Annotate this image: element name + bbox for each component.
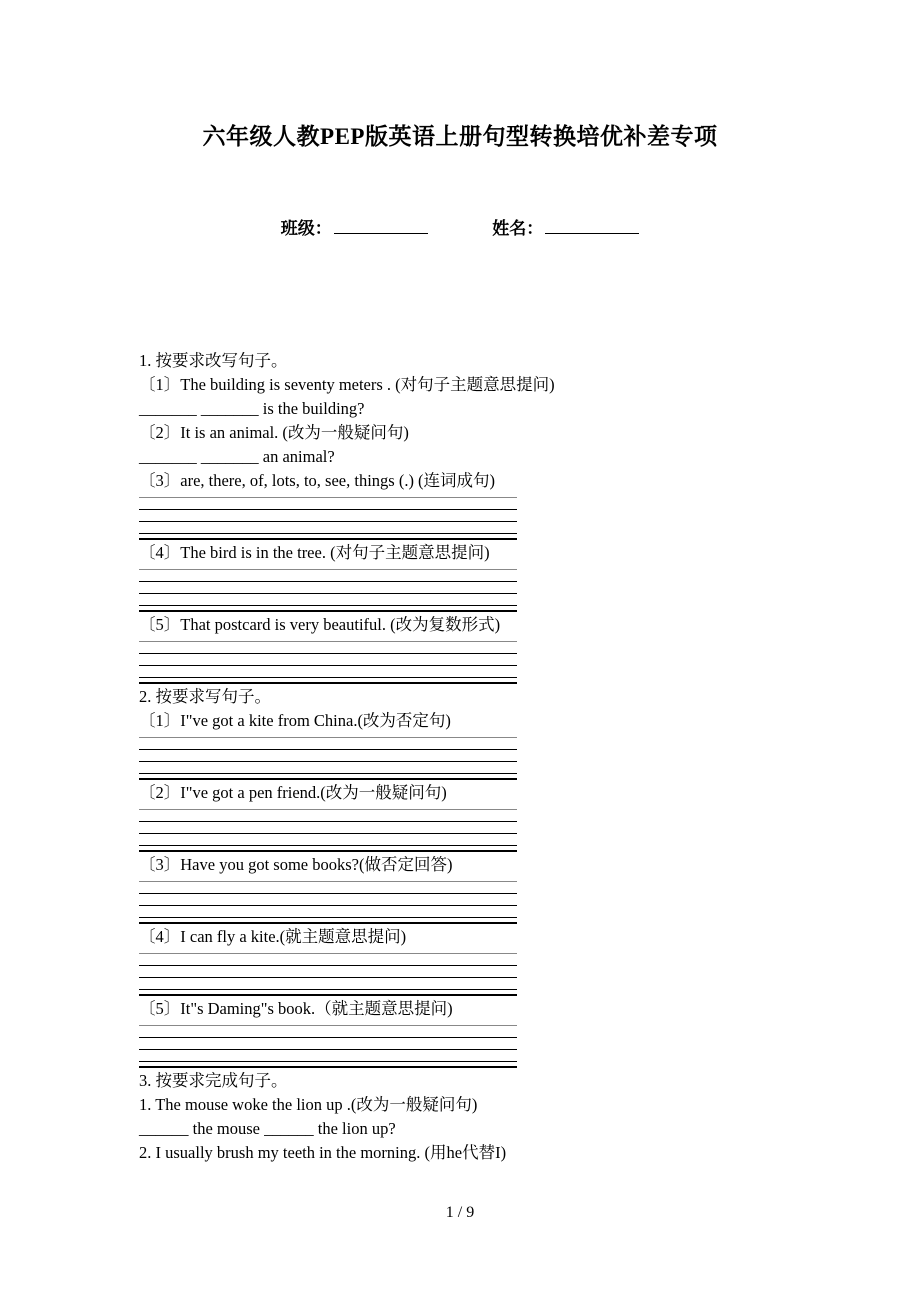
question: 2. I usually brush my teeth in the morning. (用he代替I) [139,1143,507,1162]
section-heading: 2. 按要求写句子。 [139,687,271,706]
exercise-content [139,349,659,1165]
answer-lines[interactable] [139,1021,517,1069]
answer-lines[interactable] [139,565,517,613]
class-label: 班级： [280,219,332,238]
question: 〔3〕Have you got some books?(做否定回答) [139,855,453,874]
question: 〔2〕I"ve got a pen friend.(改为一般疑问句) [139,783,447,802]
question: 〔5〕That postcard is very beautiful. (改为复数形式) [139,615,501,634]
class-blank[interactable] [334,215,428,234]
answer-blanks: ______ the mouse ______ the lion up? [139,1119,396,1138]
name-field [492,214,639,239]
section-heading: 3. 按要求完成句子。 [139,1071,288,1090]
answer-lines[interactable] [139,949,517,997]
answer-lines[interactable] [139,637,517,685]
answer-lines[interactable] [139,733,517,781]
question: 1. The mouse woke the lion up .(改为一般疑问句) [139,1095,478,1114]
name-label: 姓名： [492,219,544,238]
question: 〔2〕It is an animal. (改为一般疑问句) [139,423,409,442]
question: 〔4〕I can fly a kite.(就主题意思提问) [139,927,407,946]
answer-lines[interactable] [139,493,517,541]
question: 〔4〕The bird is in the tree. (对句子主题意思提问) [139,543,490,562]
question: 〔1〕I"ve got a kite from China.(改为否定句) [139,711,451,730]
page-number: 1 / 9 [445,1204,475,1221]
answer-lines[interactable] [139,805,517,853]
question: 〔3〕are, there, of, lots, to, see, things (.) (连词成句) [139,471,496,490]
student-info [0,214,920,239]
section-heading: 1. 按要求改写句子。 [139,351,288,370]
question: 〔1〕The building is seventy meters . (对句子主题意思提问) [139,375,555,394]
page-title: 六年级人教PEP版英语上册句型转换培优补差专项 [202,124,718,149]
name-blank[interactable] [545,215,639,234]
answer-blanks: _______ _______ an animal? [139,447,335,466]
answer-blanks: _______ _______ is the building? [139,399,365,418]
question: 〔5〕It"s Daming"s book.（就主题意思提问) [139,999,453,1018]
answer-lines[interactable] [139,877,517,925]
class-field [281,214,428,239]
